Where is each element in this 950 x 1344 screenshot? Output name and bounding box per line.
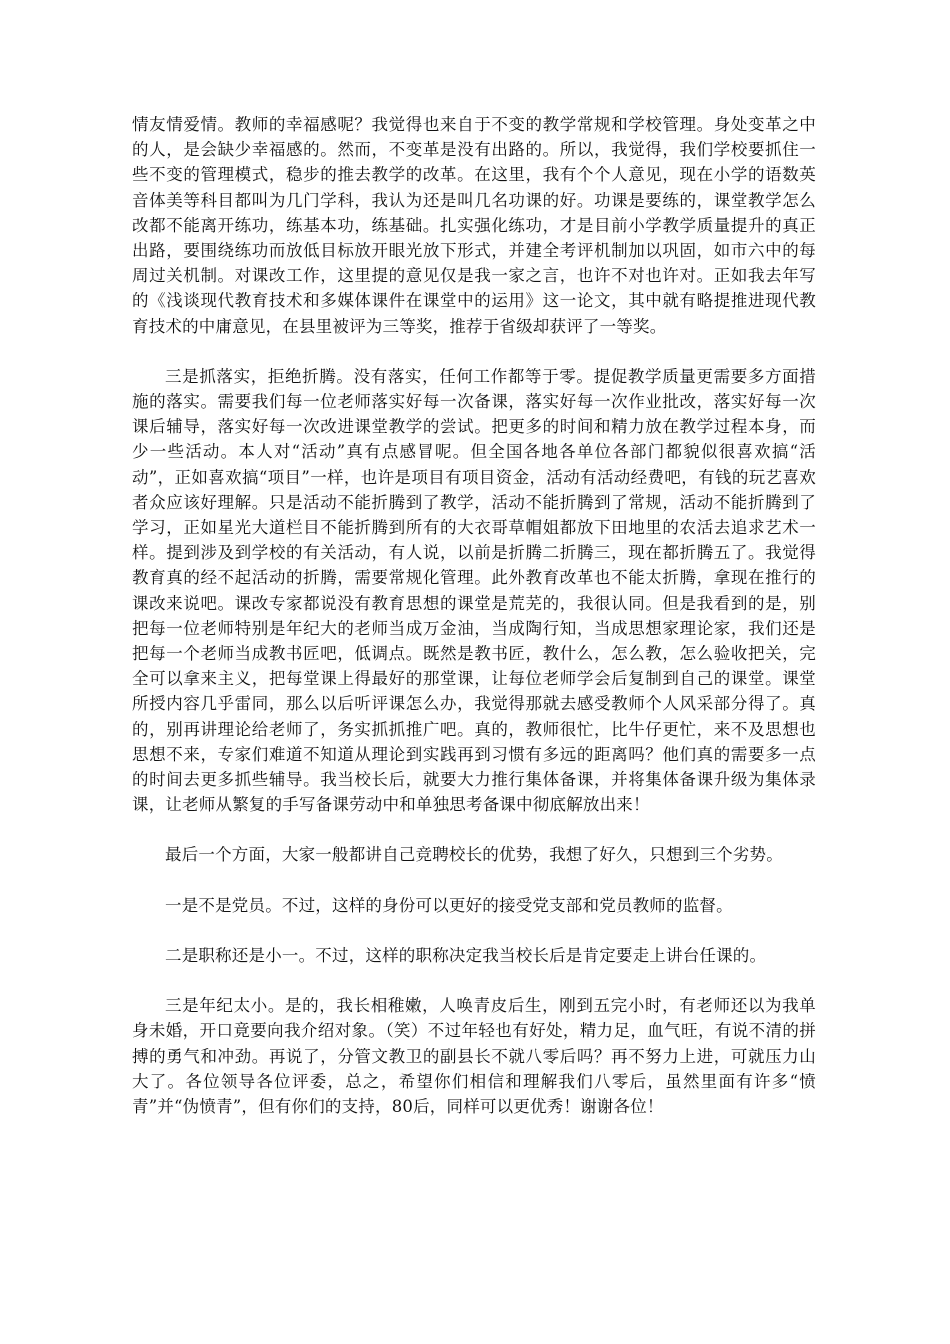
document-body xyxy=(132,112,816,1144)
paragraph-weakness-one: 一是不是党员。不过，这样的身份可以更好的接受党支部和党员教师的监督。 xyxy=(165,895,733,915)
paragraph-continuation: 情友情爱情。教师的幸福感呢？我觉得也来自于不变的教学常规和学校管理。身处变革之中的人，是会缺少幸福感的。然而，不变革是没有出路的。所以，我觉得，我们学校要抓住一些不变的管理模式，稳步的推去教学的改革。在这里，我有个个人意见，现在小学的语数英音体美等科目都叫为几门学科，我认为还是叫几名功课的好。功课是要练的，课堂教学怎么改都不能离开练功，练基本功，练基础。扎实强化练功，才是目前小学教学质量提升的真正出路，要围绕练功而放低目标放开眼光放下形式，并建全考评机制加以巩固，如市六中的每周过关机制。对课改工作，这里提的意见仅是我一家之言，也许不对也许对。正如我去年写的《浅谈现代教育技术和多媒体课件在课堂中的运用》这一论文，其中就有略提推进现代教育技术的中庸意见，在县里被评为三等奖，推荐于省级却获评了一等奖。 xyxy=(132,115,816,336)
paragraph-weaknesses-intro: 最后一个方面，大家一般都讲自己竞聘校长的优势，我想了好久，只想到三个劣势。 xyxy=(165,845,783,865)
paragraph-weakness-three: 三是年纪太小。是的，我长相稚嫩，人唤青皮后生，刚到五完小时，有老师还以为我单身未婚，开口竟要向我介绍对象。（笑）不过年轻也有好处，精力足，血气旺，有说不清的拼搏的勇气和冲劲。再说了，分管文教卫的副县长不就八零后吗？再不努力上进，可就压力山大了。各位领导各位评委，总之，希望你们相信和理解我们八零后，虽然里面有许多“愤青”并“伪愤青”，但有你们的支持，80后，同样可以更优秀！谢谢各位！ xyxy=(132,996,816,1116)
paragraph-point-three: 三是抓落实，拒绝折腾。没有落实，任何工作都等于零。提促教学质量更需要多方面措施的落实。需要我们每一位老师落实好每一次备课，落实好每一次作业批改，落实好每一次课后辅导，落实好每一次改进课堂教学的尝试。把更多的时间和精力放在教学过程本身，而少一些活动。本人对“活动”真有点感冒呢。但全国各地各单位各部门都貌似很喜欢搞“活动”，正如喜欢搞“项目”一样，也许是项目有项目资金，活动有活动经费吧，有钱的玩艺喜欢者众应该好理解。只是活动不能折腾到了教学，活动不能折腾到了常规，活动不能折腾到了学习，正如星光大道栏目不能折腾到所有的大衣哥草帽姐都放下田地里的农活去追求艺术一样。提到涉及到学校的有关活动，有人说，以前是折腾二折腾三，现在都折腾五了。我觉得教育真的经不起活动的折腾，需要常规化管理。此外教育改革也不能太折腾，拿现在推行的课改来说吧。课改专家都说没有教育思想的课堂是荒芜的，我很认同。但是我看到的是，别把每一位老师特别是年纪大的老师当成万金油，当成陶行知，当成思想家理论家，我们还是把每一个老师当成教书匠吧，低调点。既然是教书匠，教什么，怎么教，怎么验收把关，完全可以拿来主义，把每堂课上得最好的那堂课，让每位老师学会后复制到自己的课堂。课堂所授内容几乎雷同，那么以后听评课怎么办，我觉得那就去感受教师个人风采部分得了。真的，别再讲理论给老师了，务实抓抓推广吧。真的，教师很忙，比牛仔更忙，来不及思想也思想不来，专家们难道不知道从理论到实践再到习惯有多远的距离吗？他们真的需要多一点的时间去更多抓些辅导。我当校长后，就要大力推行集体备课，并将集体备课升级为集体录课，让老师从繁复的手写备课劳动中和单独思考备课中彻底解放出来！ xyxy=(132,366,816,815)
paragraph-weakness-two: 二是职称还是小一。不过，这样的职称决定我当校长后是肯定要走上讲台任课的。 xyxy=(165,945,767,965)
